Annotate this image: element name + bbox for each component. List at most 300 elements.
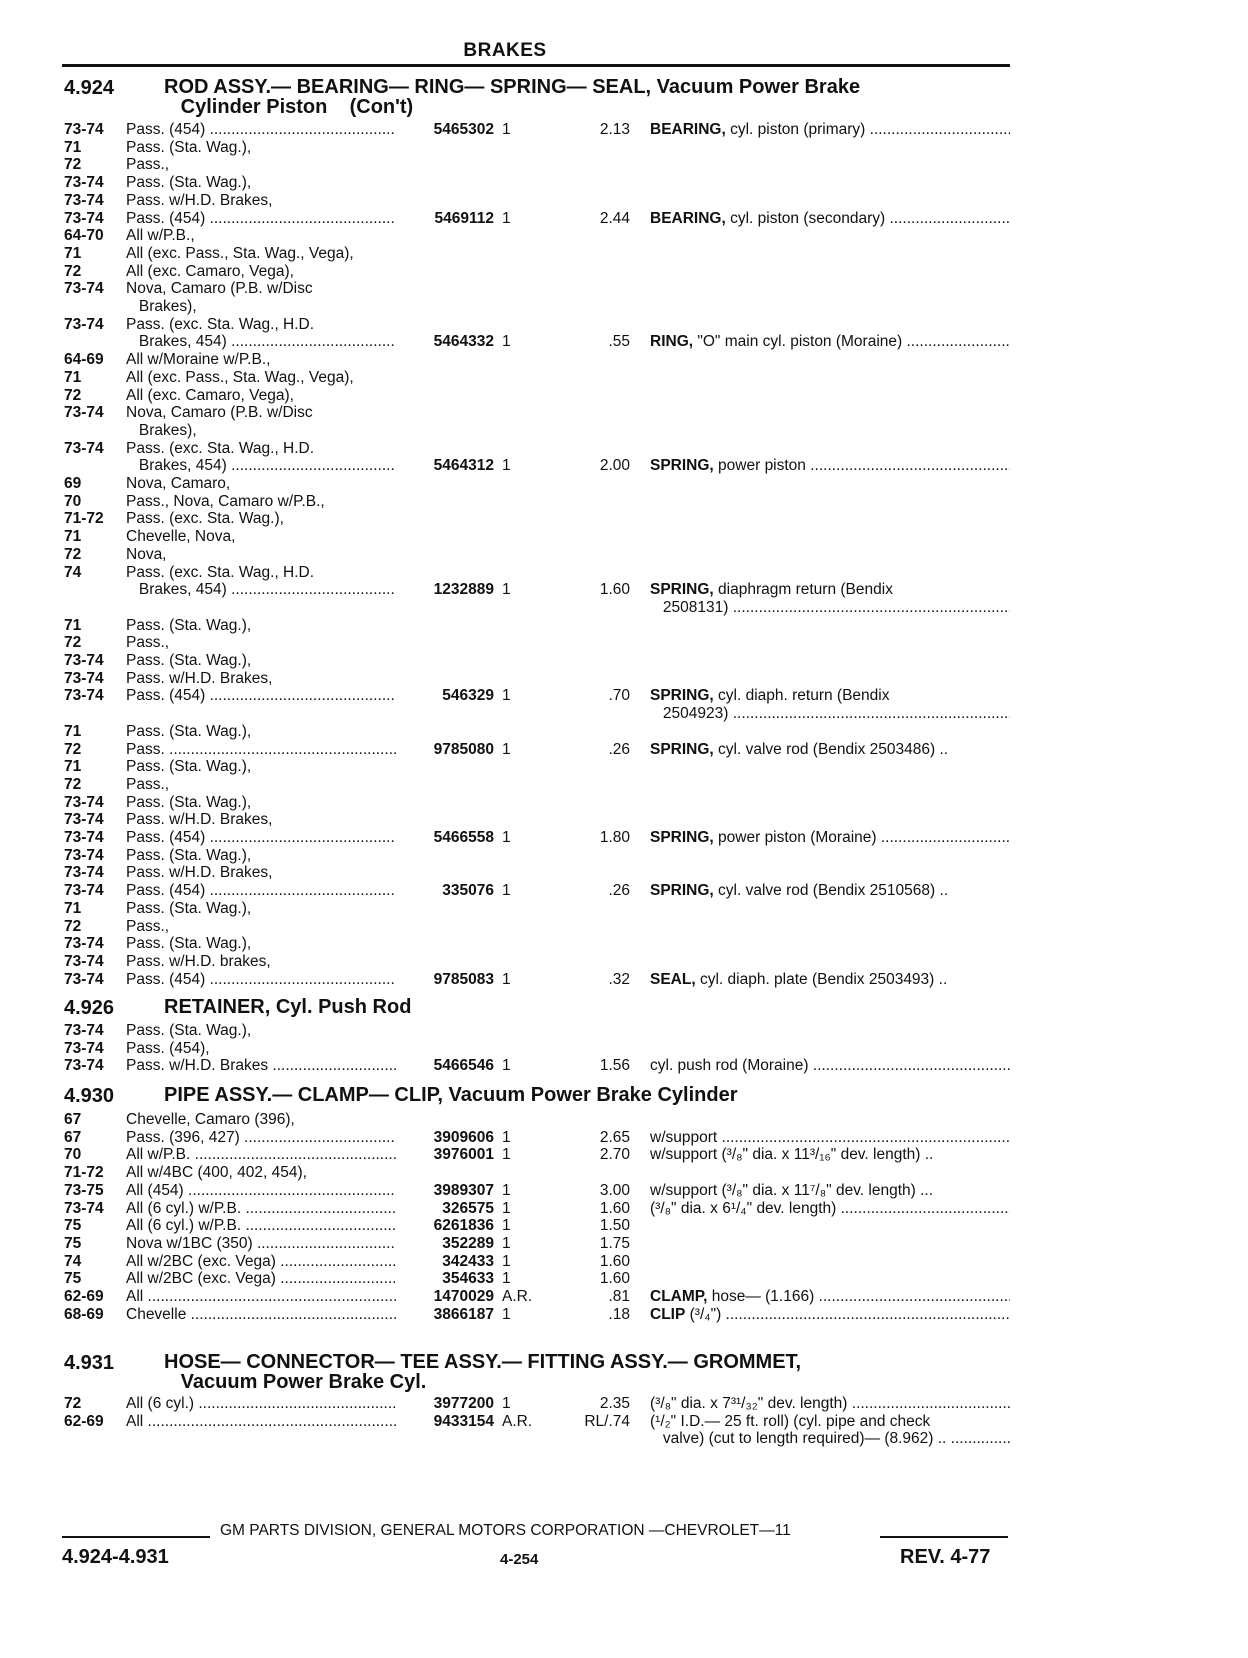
price: 2.70 (599, 1146, 630, 1164)
section-title: HOSE— CONNECTOR— TEE ASSY.— FITTING ASSY.— GROMMET, Vacuum Power Brake Cyl. (164, 1351, 802, 1393)
table-row (0, 1413, 1010, 1431)
part-name-bold: SPRING, (650, 882, 714, 900)
model-year: 73-74 (64, 280, 104, 298)
part-name-bold: BEARING, (650, 209, 726, 227)
model-year: 71 (64, 138, 82, 156)
part-name-text: (³/₄") (685, 1305, 722, 1323)
model-year: 73-75 (64, 1181, 104, 1199)
model-year: 75 (64, 1270, 82, 1288)
part-name-continued: 2508131) (650, 598, 729, 616)
application: Pass. (Sta. Wag.), (126, 935, 252, 953)
price: .26 (608, 740, 630, 758)
part-name-bold: SPRING, (650, 740, 714, 758)
part-number: 1232889 (433, 581, 494, 599)
part-number: 3976001 (433, 1146, 494, 1164)
model-year: 73-74 (64, 811, 104, 829)
section-title: PIPE ASSY.— CLAMP— CLIP, Vacuum Power Brake Cylinder (164, 1084, 738, 1106)
table-row (0, 316, 1010, 334)
application: Pass. w/H.D. Brakes ..... (126, 1057, 396, 1075)
table-row (0, 723, 1010, 741)
model-year: 73-74 (64, 1022, 104, 1039)
table-row (0, 1200, 1010, 1218)
table-row (0, 900, 1010, 918)
model-year: 71-72 (64, 1164, 104, 1182)
application: Brakes), (126, 298, 197, 315)
quantity: A.R. (502, 1288, 533, 1305)
part-name-text: cyl. piston (secondary) (725, 209, 886, 227)
table-row (0, 811, 1010, 829)
part-number: 5465302 (433, 121, 494, 138)
part-name-bold: SPRING, (650, 829, 714, 846)
part-name (650, 121, 1010, 139)
model-year: 69 (64, 475, 82, 492)
model-year: 73-74 (64, 209, 104, 227)
table-row (0, 705, 1010, 723)
price: 2.00 (599, 457, 630, 475)
quantity: 1 (502, 740, 511, 758)
model-year: 73-74 (64, 669, 104, 687)
footer-revision: REV. 4-77 (900, 1546, 991, 1568)
model-year: 73-74 (64, 1057, 104, 1075)
part-name-text: cyl. push rod (Moraine) (650, 1057, 809, 1075)
model-year: 72 (64, 917, 82, 935)
application: Pass. (454) ..... (126, 971, 396, 989)
table-row (0, 776, 1010, 794)
table-row (0, 758, 1010, 776)
quantity: 1 (502, 1305, 511, 1323)
table-row (0, 1164, 1010, 1182)
table-row (0, 156, 1010, 174)
model-year: 74 (64, 1252, 82, 1270)
application: Chevelle ..... (126, 1306, 396, 1324)
part-name-continued: valve) (cut to length required)— (8.962) .. (650, 1430, 947, 1448)
model-year: 71 (64, 758, 82, 776)
application: All ..... (126, 1288, 396, 1306)
price: .18 (608, 1305, 630, 1323)
quantity: 1 (502, 581, 511, 599)
price: .55 (608, 333, 630, 351)
price: 2.44 (599, 209, 630, 227)
application: Pass., (126, 917, 170, 935)
part-number: 352289 (442, 1234, 494, 1252)
application: Pass. w/H.D. Brakes, (126, 191, 273, 209)
price: 1.75 (599, 1234, 630, 1252)
model-year: 71 (64, 616, 82, 634)
table-row (0, 1111, 1010, 1129)
quantity: 1 (502, 457, 511, 475)
part-name (650, 1129, 1010, 1147)
part-name (650, 457, 1010, 475)
application: All ..... (126, 1413, 396, 1431)
table-row (0, 440, 1010, 458)
table-row (0, 1270, 1010, 1288)
application: Pass. (454) ..... (126, 882, 396, 900)
quantity: 1 (502, 687, 511, 705)
part-name (650, 705, 1010, 723)
table-row (0, 528, 1010, 546)
model-year: 71 (64, 528, 82, 546)
application: Pass. (Sta. Wag.), (126, 722, 252, 740)
part-name-text: cyl. valve rod (Bendix 2503486) .. (713, 740, 949, 758)
part-name (650, 1413, 1010, 1431)
table-row (0, 139, 1010, 157)
part-name (650, 741, 1010, 759)
application: Pass. w/H.D. Brakes, (126, 864, 273, 882)
application: Pass. (exc. Sta. Wag., H.D. (126, 563, 315, 581)
price: RL/.74 (584, 1412, 630, 1430)
table-row (0, 298, 1010, 316)
part-number: 6261836 (433, 1217, 494, 1235)
application: Pass. (454) ..... (126, 121, 396, 139)
price: 2.65 (599, 1128, 630, 1146)
section-number: 4.931 (64, 1352, 115, 1374)
table-row (0, 1217, 1010, 1235)
model-year: 73-74 (64, 952, 104, 970)
page-header: BRAKES (463, 40, 547, 61)
part-name-text: w/support (650, 1128, 718, 1146)
table-row (0, 794, 1010, 812)
model-year: 71 (64, 899, 82, 917)
application: Brakes, 454) ..... (126, 457, 396, 475)
table-row (0, 882, 1010, 900)
table-row (0, 369, 1010, 387)
table-row (0, 457, 1010, 475)
quantity: 1 (502, 1217, 511, 1235)
quantity: 1 (502, 1234, 511, 1252)
application: Pass., (126, 156, 170, 174)
header-rule (62, 64, 1010, 67)
part-name (650, 971, 1010, 989)
application: All (exc. Pass., Sta. Wag., Vega), (126, 368, 354, 386)
application: Pass. (454), (126, 1039, 210, 1057)
part-name (650, 1146, 1010, 1164)
part-name-bold: RING, (650, 333, 694, 351)
model-year: 73-74 (64, 829, 104, 846)
part-name (650, 599, 1010, 617)
table-row (0, 829, 1010, 847)
quantity: 1 (502, 333, 511, 351)
part-name-bold: CLIP (650, 1305, 686, 1323)
part-name-text: (³/₈" dia. x 6¹/₄" dev. length) (650, 1199, 837, 1217)
application: Nova, Camaro (P.B. w/Disc (126, 280, 313, 298)
table-row (0, 493, 1010, 511)
model-year: 72 (64, 634, 82, 652)
model-year: 64-69 (64, 351, 104, 369)
application: Pass. (454) ..... (126, 210, 396, 228)
quantity: 1 (502, 209, 511, 227)
model-year: 73-74 (64, 1199, 104, 1217)
part-name-text: cyl. diaph. return (Bendix (713, 687, 890, 705)
part-number: 3909606 (433, 1128, 494, 1146)
part-name-text: diaphragm return (Bendix (713, 581, 893, 599)
model-year: 62-69 (64, 1412, 104, 1430)
application: Pass. (exc. Sta. Wag., H.D. (126, 439, 315, 457)
application: Pass. (Sta. Wag.), (126, 174, 252, 192)
price: 1.60 (599, 1252, 630, 1270)
quantity: 1 (502, 1146, 511, 1164)
model-year: 67 (64, 1111, 82, 1128)
price: 1.56 (599, 1057, 630, 1075)
part-name-text: power piston (Moraine) (713, 829, 877, 846)
application: Pass. (exc. Sta. Wag., H.D. (126, 315, 315, 333)
part-name (650, 1182, 1010, 1200)
model-year: 75 (64, 1217, 82, 1235)
application: Nova, Camaro, (126, 475, 231, 492)
part-name (650, 1430, 1010, 1448)
table-row (0, 1306, 1010, 1324)
model-year: 72 (64, 156, 82, 174)
part-number: 3977200 (433, 1395, 494, 1412)
application: All w/P.B. ..... (126, 1146, 396, 1164)
section-title: ROD ASSY.— BEARING— RING— SPRING— SEAL, Vacuum Power Brake Cylinder Piston (Con't) (164, 76, 861, 118)
table-row (0, 1040, 1010, 1058)
section-number: 4.930 (64, 1085, 115, 1107)
part-name (650, 333, 1010, 351)
part-number: 326575 (442, 1199, 494, 1217)
application: Pass., (126, 775, 170, 793)
model-year: 73-74 (64, 1039, 104, 1057)
part-name (650, 1057, 1010, 1075)
part-number: 335076 (442, 882, 494, 900)
part-number: 1470029 (433, 1288, 494, 1305)
price: 3.00 (599, 1181, 630, 1199)
part-number: 9785083 (433, 970, 494, 988)
application: Brakes), (126, 421, 197, 439)
footer-rule-left (62, 1536, 210, 1538)
part-number: 5464332 (433, 333, 494, 351)
application: All (6 cyl.) w/P.B. ..... (126, 1200, 396, 1218)
part-name (650, 1200, 1010, 1218)
table-row (0, 670, 1010, 688)
application: All (exc. Camaro, Vega), (126, 262, 294, 280)
table-row (0, 599, 1010, 617)
quantity: 1 (502, 882, 511, 900)
application: All (exc. Pass., Sta. Wag., Vega), (126, 244, 354, 262)
footer-section-range: 4.924-4.931 (62, 1546, 169, 1568)
section-number: 4.926 (64, 997, 115, 1019)
model-year: 73-74 (64, 935, 104, 953)
table-row (0, 581, 1010, 599)
table-row (0, 617, 1010, 635)
quantity: 1 (502, 1395, 511, 1412)
part-name-text: power piston (713, 457, 806, 475)
price: 1.60 (599, 581, 630, 599)
table-row (0, 847, 1010, 865)
table-row (0, 475, 1010, 493)
table-row (0, 210, 1010, 228)
application: Brakes, 454) ..... (126, 581, 396, 599)
table-row (0, 192, 1010, 210)
table-row (0, 1430, 1010, 1448)
table-row (0, 387, 1010, 405)
part-number: 3989307 (433, 1181, 494, 1199)
price: 1.50 (599, 1217, 630, 1235)
model-year: 64-70 (64, 227, 104, 245)
price: .81 (608, 1288, 630, 1305)
part-number: 9433154 (433, 1412, 494, 1430)
quantity: 1 (502, 1181, 511, 1199)
table-row (0, 971, 1010, 989)
table-row (0, 1235, 1010, 1253)
model-year: 62-69 (64, 1288, 104, 1305)
table-row (0, 404, 1010, 422)
part-name (650, 1395, 1010, 1413)
application: Pass. (454) ..... (126, 829, 396, 847)
model-year: 72 (64, 545, 82, 563)
section-number: 4.924 (64, 77, 115, 99)
table-row (0, 333, 1010, 351)
price: 1.60 (599, 1199, 630, 1217)
model-year: 71 (64, 368, 82, 386)
part-name (650, 687, 1010, 705)
part-name-bold: SPRING, (650, 457, 714, 475)
table-row (0, 864, 1010, 882)
model-year: 73-74 (64, 439, 104, 457)
part-name (650, 829, 1010, 847)
quantity: 1 (502, 121, 511, 138)
application: Nova, (126, 545, 167, 563)
model-year: 71 (64, 722, 82, 740)
application: Pass. w/H.D. Brakes, (126, 811, 273, 829)
application: Pass. (454) ..... (126, 687, 396, 705)
application: All w/P.B., (126, 227, 195, 245)
model-year: 73-74 (64, 970, 104, 988)
application: Nova, Camaro (P.B. w/Disc (126, 404, 313, 422)
quantity: 1 (502, 1270, 511, 1288)
model-year: 74 (64, 563, 82, 581)
quantity: 1 (502, 829, 511, 846)
model-year: 73-74 (64, 882, 104, 900)
price: 2.35 (599, 1395, 630, 1412)
application: Pass., Nova, Camaro w/P.B., (126, 492, 325, 510)
application: Pass. (Sta. Wag.), (126, 846, 252, 864)
footer-page-number: 4-254 (500, 1551, 539, 1568)
part-number: 3866187 (433, 1305, 494, 1323)
application: All w/2BC (exc. Vega) ..... (126, 1270, 396, 1288)
part-number: 5466546 (433, 1057, 494, 1075)
price: .26 (608, 882, 630, 900)
table-row (0, 1022, 1010, 1040)
table-row (0, 1288, 1010, 1306)
model-year: 71-72 (64, 510, 104, 528)
part-name-text: w/support (³/₈" dia. x 11³/₁₆" dev. length) .. (650, 1146, 934, 1164)
part-number: 9785080 (433, 740, 494, 758)
part-name-text: cyl. piston (primary) (725, 121, 866, 138)
price: .70 (608, 687, 630, 705)
model-year: 72 (64, 740, 82, 758)
model-year: 71 (64, 244, 82, 262)
table-row (0, 1253, 1010, 1271)
part-name-bold: SEAL, (650, 970, 696, 988)
application: Nova w/1BC (350) ..... (126, 1235, 396, 1253)
application: All (6 cyl.) w/P.B. ..... (126, 1217, 396, 1235)
model-year: 72 (64, 262, 82, 280)
table-row (0, 174, 1010, 192)
table-row (0, 1129, 1010, 1147)
table-row (0, 1057, 1010, 1075)
quantity: 1 (502, 1199, 511, 1217)
model-year: 73-74 (64, 174, 104, 192)
footer-corporation: GM PARTS DIVISION, GENERAL MOTORS CORPORATION —CHEVROLET—11 (220, 1522, 791, 1539)
application: Pass. (Sta. Wag.), (126, 899, 252, 917)
price: 1.60 (599, 1270, 630, 1288)
table-row (0, 280, 1010, 298)
table-row (0, 227, 1010, 245)
part-name (650, 210, 1010, 228)
model-year: 72 (64, 775, 82, 793)
price: .32 (608, 970, 630, 988)
model-year: 73-74 (64, 191, 104, 209)
quantity: 1 (502, 970, 511, 988)
part-name (650, 1306, 1010, 1324)
part-number: 546329 (442, 687, 494, 705)
model-year: 73-74 (64, 121, 104, 138)
part-name-bold: SPRING, (650, 581, 714, 599)
model-year: 73-74 (64, 793, 104, 811)
part-name-bold: BEARING, (650, 121, 726, 138)
application: Pass. (Sta. Wag.), (126, 758, 252, 776)
quantity: A.R. (502, 1412, 533, 1430)
application: All (6 cyl.) ..... (126, 1395, 396, 1413)
part-number: 354633 (442, 1270, 494, 1288)
model-year: 75 (64, 1234, 82, 1252)
part-number: 342433 (442, 1252, 494, 1270)
table-row (0, 1146, 1010, 1164)
model-year: 73-74 (64, 315, 104, 333)
part-number: 5466558 (433, 829, 494, 846)
part-name-text: (¹/₂" I.D.— 25 ft. roll) (cyl. pipe and check (650, 1412, 931, 1430)
application: All (454) ..... (126, 1182, 396, 1200)
quantity: 1 (502, 1128, 511, 1146)
table-row (0, 1182, 1010, 1200)
application: Chevelle, Camaro (396), (126, 1111, 295, 1128)
model-year: 72 (64, 386, 82, 404)
table-row (0, 121, 1010, 139)
model-year: 67 (64, 1128, 82, 1146)
part-name-continued: 2504923) (650, 705, 729, 723)
application: Pass. (Sta. Wag.), (126, 1022, 252, 1039)
part-name-text: w/support (³/₈" dia. x 11⁷/₈" dev. length) ... (650, 1181, 934, 1199)
application: Pass. ..... (126, 741, 396, 759)
table-row (0, 245, 1010, 263)
table-row (0, 953, 1010, 971)
table-row (0, 263, 1010, 281)
model-year: 73-74 (64, 404, 104, 422)
application: Chevelle, Nova, (126, 528, 236, 546)
part-name-bold: CLAMP, (650, 1288, 708, 1305)
price: 2.13 (599, 121, 630, 138)
part-number: 5464312 (433, 457, 494, 475)
table-row (0, 510, 1010, 528)
application: Pass. (Sta. Wag.), (126, 138, 252, 156)
part-name-text: cyl. diaph. plate (Bendix 2503493) .. (695, 970, 948, 988)
table-row (0, 1395, 1010, 1413)
part-number: 5469112 (434, 209, 494, 227)
footer-rule-right (880, 1536, 1008, 1538)
table-row (0, 564, 1010, 582)
application: Pass. (Sta. Wag.), (126, 616, 252, 634)
application: Pass. (exc. Sta. Wag.), (126, 510, 284, 528)
section-title: RETAINER, Cyl. Push Rod (164, 996, 412, 1018)
application: All (exc. Camaro, Vega), (126, 386, 294, 404)
model-year: 73-74 (64, 652, 104, 669)
application: All w/4BC (400, 402, 454), (126, 1164, 307, 1182)
model-year: 68-69 (64, 1305, 104, 1323)
model-year: 73-74 (64, 687, 104, 705)
quantity: 1 (502, 1057, 511, 1075)
application: All w/Moraine w/P.B., (126, 351, 271, 369)
table-row (0, 351, 1010, 369)
